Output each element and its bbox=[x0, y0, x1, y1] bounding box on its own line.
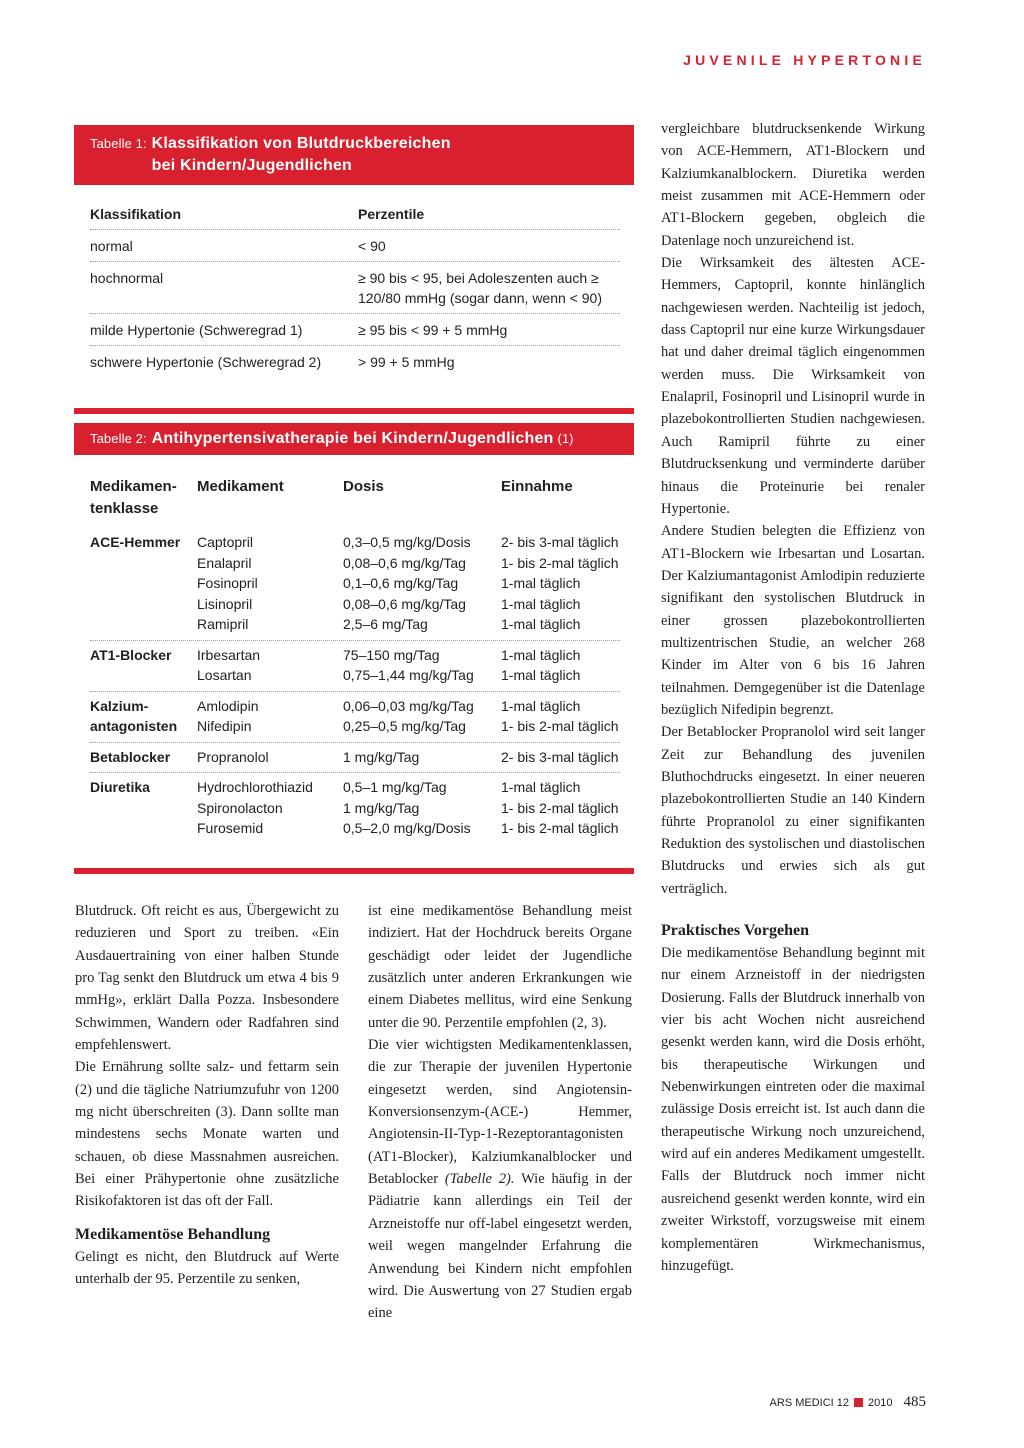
cell-intake: 1-mal täglich bbox=[501, 697, 581, 714]
page-footer bbox=[770, 1394, 926, 1411]
cell-dose: 0,5–2,0 mg/kg/Dosis bbox=[343, 820, 471, 836]
column-header-drug: Medikament bbox=[197, 478, 284, 495]
table-1-prefix: Tabelle 1: bbox=[90, 136, 147, 151]
cell-drug-class: Betablocker bbox=[90, 748, 171, 765]
cell-classification: hochnormal bbox=[90, 270, 164, 286]
table-2-header bbox=[74, 423, 634, 455]
cell-drug: Hydrochlorothiazid bbox=[197, 779, 313, 795]
table-row-group bbox=[90, 772, 620, 844]
table-row bbox=[197, 696, 620, 717]
table-row bbox=[197, 665, 620, 686]
text-column-3 bbox=[661, 118, 925, 1277]
table-row-group bbox=[90, 528, 620, 640]
cell-drug: Fosinopril bbox=[197, 575, 258, 591]
paragraph: Die Wirksamkeit des ältesten ACE-Hemmers, Captopril, konnte hinlänglich nachgewiesen werden. Nachteilig ist jedoch, dass Captopril nur eine kurze Wirkungsdauer hat und daher dreimal täglich eingenommen werden muss. Die Wirksamkeit von Enalapril, Fosinopril und Lisinopril wurde in plazebokontrollierten Studien nachgewiesen. Auch Ramipril führte zu einer Blutdrucksenkung und verminderte darüber hinaus die Proteinurie bei renaler Hypertonie. bbox=[661, 255, 925, 517]
page-number: 485 bbox=[903, 1394, 926, 1410]
paragraph: Blutdruck. Oft reicht es aus, Übergewicht zu reduzieren und Sport zu treiben. «Ein Ausdauertraining von einer halben Stunde pro Tag senkt den Blutdruck um etwa 4 bis 9 mmHg», erklärt Dalla Pozza. Insbesondere Schwimmen, Wandern oder Radfahren sind empfehlenswert. bbox=[75, 903, 339, 1054]
drug-list bbox=[197, 696, 620, 737]
table-1-header-row bbox=[90, 198, 620, 229]
cell-dose: 1 mg/kg/Tag bbox=[343, 748, 420, 765]
table-1-body bbox=[74, 185, 634, 408]
text-column-2 bbox=[368, 900, 632, 1325]
paragraph: Gelingt es nicht, den Blutdruck auf Werte unterhalb der 95. Perzentile zu senken, bbox=[75, 1248, 339, 1288]
paragraph bbox=[368, 1034, 632, 1324]
cell-drug: Propranolol bbox=[197, 748, 269, 765]
running-head: JUVENILE HYPERTONIE bbox=[683, 52, 926, 68]
cell-intake: 1-mal täglich bbox=[501, 779, 581, 795]
cell-dose: 0,75–1,44 mg/kg/Tag bbox=[343, 667, 474, 683]
cell-drug-class: AT1-Blocker bbox=[90, 646, 172, 663]
cell-percentile: ≥ 95 bis < 99 + 5 mmHg bbox=[358, 322, 508, 338]
cell-dose: 0,06–0,03 mg/kg/Tag bbox=[343, 697, 474, 714]
cell-classification: schwere Hypertonie (Schweregrad 2) bbox=[90, 354, 322, 370]
cell-intake: 1- bis 2-mal täglich bbox=[501, 820, 619, 836]
cell-drug: Amlodipin bbox=[197, 697, 259, 714]
cell-drug: Enalapril bbox=[197, 554, 252, 571]
cell-drug: Irbesartan bbox=[197, 646, 261, 663]
table-row bbox=[197, 532, 620, 553]
table-row bbox=[90, 345, 620, 377]
cell-intake: 2- bis 3-mal täglich bbox=[501, 534, 619, 550]
cell-drug: Furosemid bbox=[197, 820, 264, 836]
cell-dose: 0,3–0,5 mg/kg/Dosis bbox=[343, 534, 471, 550]
drug-list bbox=[197, 777, 620, 839]
table-row bbox=[197, 573, 620, 594]
table-row bbox=[90, 261, 620, 313]
drug-list bbox=[197, 532, 620, 635]
table-2-groups bbox=[90, 528, 620, 844]
cell-intake: 1-mal täglich bbox=[501, 575, 581, 591]
table-2-bottom-rule bbox=[74, 868, 634, 874]
table-row bbox=[197, 818, 620, 839]
drug-list bbox=[197, 645, 620, 686]
table-row bbox=[197, 716, 620, 737]
journal-year: 2010 bbox=[868, 1396, 893, 1409]
cell-dose: 0,1–0,6 mg/kg/Tag bbox=[343, 575, 459, 591]
cell-percentile: < 90 bbox=[358, 238, 386, 254]
table-1 bbox=[74, 125, 634, 414]
table-row bbox=[197, 798, 620, 819]
cell-dose: 0,5–1 mg/kg/Tag bbox=[343, 779, 447, 795]
table-2 bbox=[74, 423, 634, 874]
table-row bbox=[197, 614, 620, 635]
journal-name: ARS MEDICI 12 bbox=[769, 1396, 850, 1409]
table-1-title-line2: bei Kindern/Jugendlichen bbox=[151, 157, 353, 174]
table-2-prefix: Tabelle 2: bbox=[90, 431, 147, 446]
cell-drug-class: Diuretika bbox=[90, 779, 150, 795]
section-heading: Praktisches Vorgehen bbox=[661, 922, 809, 940]
cell-drug: Captopril bbox=[197, 534, 254, 550]
table-1-header bbox=[74, 125, 634, 185]
cell-intake: 1- bis 2-mal täglich bbox=[501, 718, 619, 734]
cell-drug-class: Kalzium- antagonisten bbox=[90, 697, 178, 734]
cell-dose: 2,5–6 mg/Tag bbox=[343, 616, 428, 632]
cell-intake: 1-mal täglich bbox=[501, 595, 581, 612]
column-header-percentile: Perzentile bbox=[358, 206, 425, 222]
table-row bbox=[197, 747, 620, 768]
column-header-intake: Einnahme bbox=[501, 478, 573, 495]
table-1-title-line1: Klassifikation von Blutdruckbereichen bbox=[151, 135, 451, 152]
table-2-reference: (1) bbox=[557, 431, 574, 446]
cell-dose: 0,08–0,6 mg/kg/Tag bbox=[343, 595, 466, 612]
cell-percentile: ≥ 90 bis < 95, bei Adoleszenten auch ≥ 120/80 mmHg (sogar dann, wenn < 90) bbox=[358, 270, 602, 306]
paragraph: Andere Studien belegten die Effizienz von AT1-Blockern wie Irbesartan und Losartan. Der Kalziumantagonist Amlodipin reduzierte signifikant den systolischen Blutdruck in einer grossen plazebokontrollierten multizentrischen Studie, an welcher 268 Kinder im Alter von 6 bis 16 Jahren teilnahmen. Demgegenüber ist die Datenlage bezüglich Nifedipin begrenzt. bbox=[661, 523, 925, 718]
table-row-group bbox=[90, 640, 620, 691]
cell-drug: Lisinopril bbox=[197, 595, 253, 612]
cell-drug: Nifedipin bbox=[197, 718, 252, 734]
table-row-group bbox=[90, 691, 620, 742]
cell-drug: Losartan bbox=[197, 667, 252, 683]
column-header-dose: Dosis bbox=[343, 478, 384, 495]
table-row bbox=[197, 645, 620, 666]
paragraph: Der Betablocker Propranolol wird seit langer Zeit zur Behandlung des juvenilen Bluthochdrucks eingesetzt. In einer neueren plazebokontrollierten Studie an 140 Kindern führte Propranolol zu einer signifikanten Reduktion des systolischen und diastolischen Blutdrucks und erwies sich als gut verträglich. bbox=[661, 724, 925, 897]
cell-dose: 0,25–0,5 mg/kg/Tag bbox=[343, 718, 466, 734]
section-heading: Medikamentöse Behandlung bbox=[75, 1225, 271, 1243]
paragraph: Die medikamentöse Behandlung beginnt mit nur einem Arzneistoff in der niedrigsten Dosierung. Falls der Blutdruck innerhalb von vier bis acht Wochen nicht ausreichend gesenkt werden kann, wird die Dosis erhöht, bis therapeutische Wirkungen und Nebenwirkungen eintreten oder die maximal zulässige Dosis erreicht ist. Ist auch dann die therapeutische Wirkung noch unzureichend, wird auf ein anderes Medikament umgestellt. Falls der Blutdruck noch immer nicht ausreichend gesenkt werden konnte, wird ein zweiter Wirkstoff, vorzugsweise mit einem komplementären Wirkmechanismus, hinzugefügt. bbox=[661, 945, 925, 1274]
paragraph-part: Wie häufig in der Pädiatrie kann allerdings ein Teil der Arzneistoffe nur off-label eingesetzt werden, weil wegen mangelnder Erfahrung die Anwendung bei Kindern nicht empfohlen wird. Die Auswertung von 27 Studien ergab eine bbox=[368, 1171, 633, 1322]
table-2-header-row bbox=[90, 476, 620, 528]
cell-intake: 1-mal täglich bbox=[501, 646, 581, 663]
paragraph: ist eine medikamentöse Behandlung meist indiziert. Hat der Hochdruck bereits Organe geschädigt oder leidet der Jugendliche zusätzlich unter anderen Erkrankungen wie einem Diabetes mellitus, wird eine Senkung unter die 90. Perzentile empfohlen (2, 3). bbox=[368, 903, 632, 1031]
square-icon bbox=[854, 1398, 863, 1407]
cell-drug: Ramipril bbox=[197, 616, 249, 632]
cell-intake: 2- bis 3-mal täglich bbox=[501, 748, 619, 765]
table-row bbox=[197, 594, 620, 615]
cell-dose: 1 mg/kg/Tag bbox=[343, 799, 420, 816]
column-header-classification: Klassifikation bbox=[90, 206, 182, 222]
cell-classification: milde Hypertonie (Schweregrad 1) bbox=[90, 322, 303, 338]
cell-intake: 1- bis 2-mal täglich bbox=[501, 554, 619, 571]
table-row bbox=[90, 229, 620, 261]
drug-list bbox=[197, 747, 620, 768]
cell-intake: 1- bis 2-mal täglich bbox=[501, 799, 619, 816]
cell-percentile: > 99 + 5 mmHg bbox=[358, 354, 455, 370]
column-header-drug-class: Medikamen- tenklasse bbox=[90, 478, 177, 517]
table-2-title: Antihypertensivatherapie bei Kindern/Jugendlichen bbox=[151, 430, 554, 447]
cell-dose: 0,08–0,6 mg/kg/Tag bbox=[343, 554, 466, 571]
cell-dose: 75–150 mg/Tag bbox=[343, 646, 440, 663]
table-row bbox=[90, 313, 620, 345]
text-column-1 bbox=[75, 900, 339, 1291]
cell-drug-class: ACE-Hemmer bbox=[90, 534, 181, 550]
table-row bbox=[197, 553, 620, 574]
table-reference: (Tabelle 2). bbox=[444, 1171, 515, 1188]
table-1-bottom-rule bbox=[74, 408, 634, 414]
table-2-body bbox=[74, 455, 634, 868]
table-row-group bbox=[90, 742, 620, 773]
table-row bbox=[197, 777, 620, 798]
paragraph: vergleichbare blutdrucksenkende Wirkung von ACE-Hemmern, AT1-Blockern und Kalziumkanalblockern. Diuretika werden meist zusammen mit ACE-Hemmern oder AT1-Blockern gegeben, obgleich die Datenlage noch unzureichend ist. bbox=[661, 121, 925, 249]
paragraph: Die Ernährung sollte salz- und fettarm sein (2) und die tägliche Natriumzufuhr von 1200 mg nicht überschreiten (3). Dann sollte man mindestens sechs Monate warten und schauen, ob diese Massnahmen ausreichen. Bei einer Prähypertonie ohne zusätzliche Risikofaktoren ist das oft der Fall. bbox=[75, 1059, 339, 1210]
cell-classification: normal bbox=[90, 238, 133, 254]
cell-intake: 1-mal täglich bbox=[501, 667, 581, 683]
cell-drug: Spironolacton bbox=[197, 799, 283, 816]
paragraph-part: Die vier wichtigsten Medikamentenklassen, die zur Therapie der juvenilen Hypertonie eingesetzt werden, sind Angiotensin-Konversionsenzym-(ACE-) Hemmer, Angiotensin-II-Typ-1-Rezeptorantagonisten (AT1-Blocker), Kalziumkanalblocker und Betablocker bbox=[368, 1037, 632, 1188]
cell-intake: 1-mal täglich bbox=[501, 616, 581, 632]
